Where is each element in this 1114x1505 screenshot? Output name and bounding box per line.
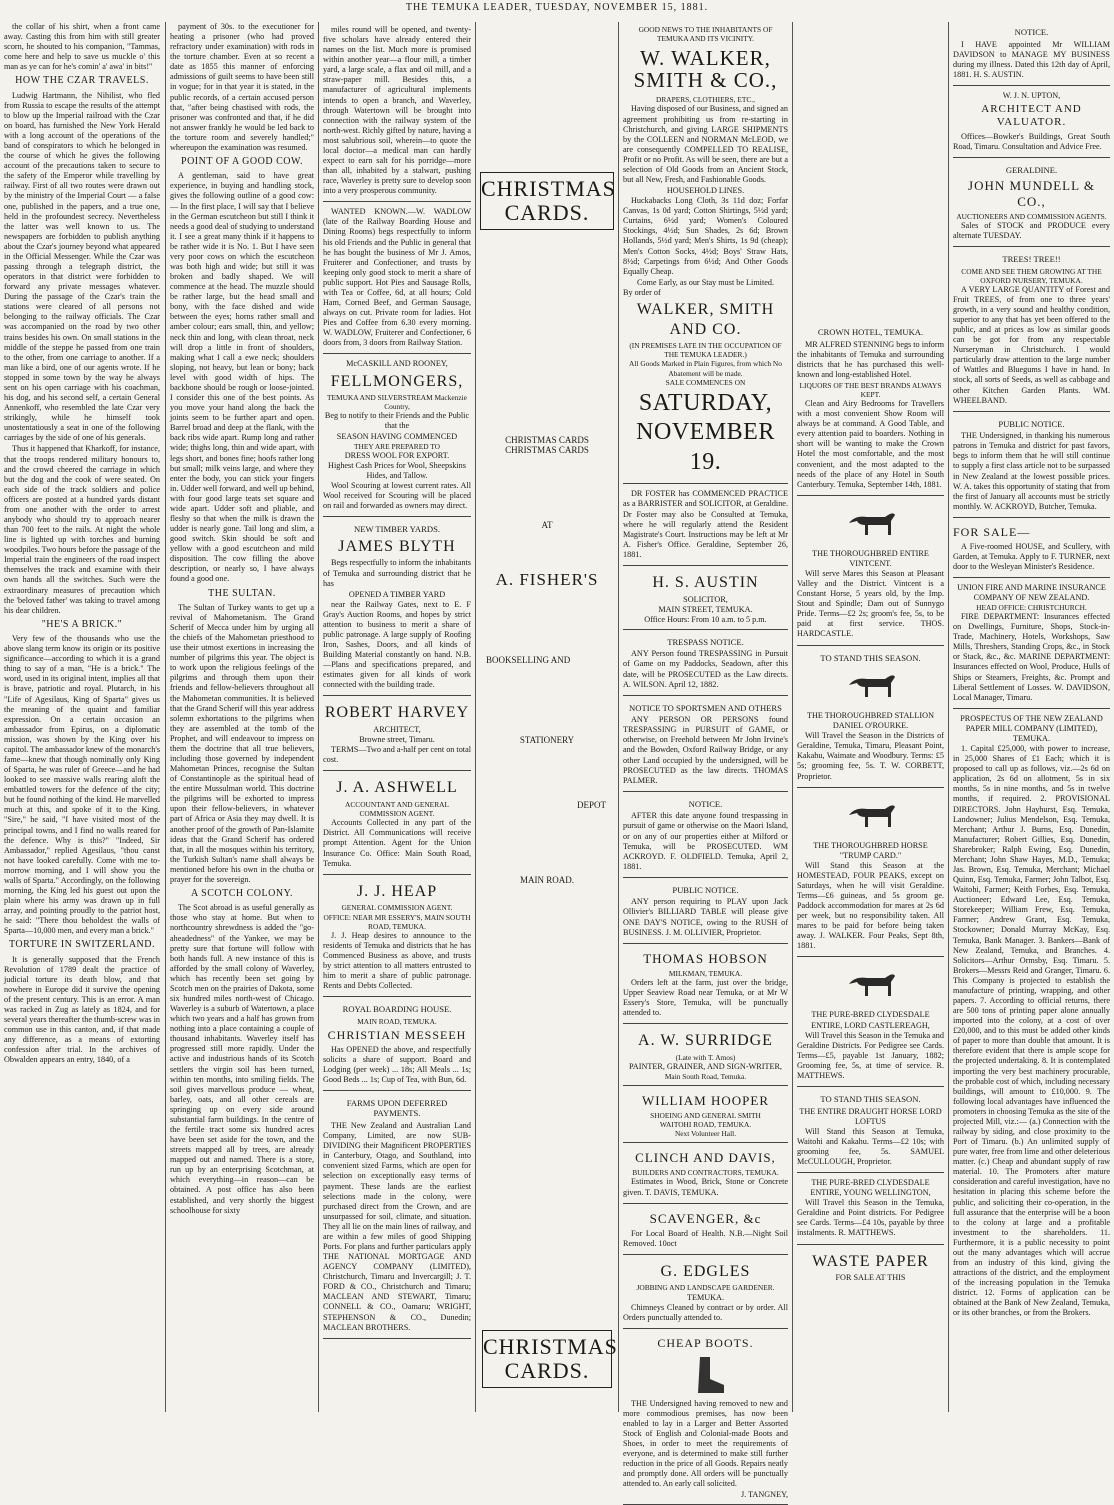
ad-surridge [623,1026,788,1086]
ad-name: CHEAP BOOTS. [657,1335,754,1350]
ad-title: PUBLIC NOTICE. [998,418,1065,429]
ad-text: Will Stand this Season at Temuka, Waitohi and Kakahu. Terms—£2 10s; with grooming fee, 5s. SAMUEL McCULLOUGH, Proprietor. [797,1126,944,1166]
ad-title: PROSPECTUS OF THE NEW ZEALAND PAPER MILL COMPANY (LIMITED), TEMUKA. [960,713,1103,743]
column-rule [475,22,476,1412]
ad-text: DRAPERS, CLOTHIERS, ETC., [656,95,755,105]
article-text: payment of 30s. to the executioner for heating a prisoner (who had proved refractory under examination) with rods in the torture chamber. Even at so recent a date as 1855 this manner of enforcing admissions of guilt seems to have been still in vogue; for in that year it is stated, in the public records, of a certain accused person that, "after being chastised with rods, the prisoner was confronted and that, if he did not answer frankly he would be led back to the torture room and severely handled;" whereupon the examination was resumed. [170,22,314,152]
ad-title: THE THOROUGHBRED ENTIRE VINTCENT. [812,548,929,568]
ad-text: All Goods Marked in Plain Figures, from which No Abatement will be made. [629,359,782,378]
ad-name: J. A. ASHWELL [336,779,458,797]
ad-text: MILKMAN, TEMUKA. [668,968,743,978]
ad-walker-smith [623,22,788,484]
ad-title: NEW TIMBER YARDS. [353,524,441,535]
ad-text: ANY person requiring to PLAY upon Jack Ollivier's BILLIARD TABLE will please give ONE DAY'S NOTICE, owing to the RUSH of BUSINESS. J. M. OLLIVIER, Proprietor. [623,897,788,937]
ad-text: Highest Cash Prices for Wool, Sheepskins Hides, and Tallow. [328,460,466,480]
ad-text: WANTED KNOWN.—W. WADLOW (late of the Railway Boarding House and Dining Rooms) begs respectfully to inform his old Friends and the Public in general that he has bought the business of Mr J. Amos, Fruiterer and Confectioner, and trusts by keeping only good stock to merit a share of public support. Hot Pies and Sausage Rolls, with Tea or Coffee, 6d, at all hours; Cold Ham, Corned Beef, and German Sausage, always on cut. Private room for ladies. Hot Pies and Coffee from 6.30 every morning. W. WADLOW, Fruiterer and Confectioner, 6 doors from, 3 doors from Railway Station. [323,207,471,348]
ad-ashwell [323,773,471,874]
ad-text: Sales of STOCK and PRODUCE every alternate TUESDAY. [953,220,1110,240]
ad-text: Chimneys Cleaned by contract or by order. All Orders punctually attended to. [623,1302,788,1322]
article-text: miles round will be opened, and twenty-five scholars have already entered their names on the list. Much more is promised within another year—a flour mill, a timber yard, a large scale, a flax and oil mill, and a straw-paper mill. Besides this, a manufacturer of agricultural implements intends to open a branch, and Waverley, through Watertown will be brought into connection with the railway system of the north-west. Richly gifted by nature, having a most salubrious soil, wherein—to quote the local doctor—a medical man can hardly expect to earn salt for his porridge—more than all, inhabited by a stalwart, pushing race, Waverley is pretty sure to develop soon into a very prosperous community. [323,25,471,196]
ad-name: J. J. HEAP [356,882,438,900]
ad-fellmongers [323,356,471,517]
ad-orme [797,648,944,788]
article-heading: A SCOTCH COLONY. [191,888,293,899]
column-rule [165,22,166,1412]
ad-text: GENERAL COMMISSION AGENT. [341,903,453,913]
ad-farms [323,1093,471,1339]
ad-text: JOBBING AND LANDSCAPE GARDENER. [636,1283,775,1293]
ad-name: WALKER, SMITH AND CO. [636,300,775,338]
ad-timber [323,519,471,696]
horse-illustration [841,505,901,545]
ad-vintcent [797,498,944,646]
ad-text: For Local Board of Health. N.B.—Night Soil Removed. 10oct [623,1228,788,1248]
ad-text: 1. Capital £25,000, with power to increase, in 25,000 Shares of £1 Each; which it is proposed to call up as follows, viz.—2s 6d on application, 2s 6d on allotment, 5s in six months, 5s in nine months, and 5s in twelve months, if required. 2. PROVISIONAL DIRECTORS. John Hayhurst, Esq. Temuka, Landowner; Julius Mendelson, Esq. Temuka, Merchant; Arthur J. Burns, Esq. Dunedin, Manufacturer; Robert Gillies, Esq. Dunedin, Sharebroker; Ralph Ewing, Esq. Dunedin, Merchant; John Shaw Hayes, M.D., Temuka; Jas. Brown, Esq. Temuka, Merchant; Michael Quinn, Esq. Temuka, Farmer; John Talbot, Esq. Waitohi, Farmer; Keith Forbes, Esq. Temuka, Auctioneer; Edward Lee, Esq. Temuka, Storekeeper; William Frew, Esq. Temuka, Farmer; Andrew Grant, Esq. Temuka, Stockowner; Donald Murray McKay, Esq. Temuka, Bank Manager. 3. Bankers—Bank of New Zealand, Temuka, and Branches. 4. Solicitors—Arthur Ormsby, Esq. Timaru. 5. Brokers—Messrs Reid and Granger, Timaru. 6. This Company is projected to establish the manufacture of printing, wrapping, and other papers. 7. According to official returns, there are 500 tons of printing paper alone annually imported into the colony, at a cost of over £20,000, and to this must be added other kinds of paper to more than double that amount. It is therefore evident that there is ample scope for the projected undertaking. 8. It is contemplated importing the very best machinery procurable, the probable cost of which, including necessary buildings, will amount to £10,000. 9. The following local advantages have influenced the promoters in choosing Temuka as the site of the projected Mill, viz.:— (a.) Connection with the railway by siding, and close proximity to the Port of Timaru. (b.) An unlimited supply of pure water, free from lime and other deleterious matter. (c.) Cheap and abundant supply of raw material. 10. The Promoters after mature consideration and careful investigation, have no hesitation in placing this scheme before the public, and soliciting their co-operation, in the full assurance that the enterprise will be a boon to the colony at large and a profitable investment to the shareholders. 11. Furthermore, it is a public necessity to point out the many advantages which will accrue from an industry of this kind, giving the attractions of the district, and the employment of the increasing population in the Temuka district. 12. Forms of application can be obtained at the Bank of New Zealand, Temuka, or its other branches, or from the Brokers. [953,744,1110,1318]
ad-public-notice [623,880,788,944]
ad-text: TERMS—Two and a-half per cent on total cost. [323,745,471,765]
fisher-main-road: MAIN ROAD. [520,875,574,885]
ad-foster [623,486,788,566]
fisher-stationery: STATIONERY [519,735,575,745]
article-text: Ludwig Hartmann, the Nihilist, who fled from Russia to escape the results of the attempt to blow up the Imperial railroad with the Czar on board, has furnished the New York Herald with a long account of the operations of the band of conspirators to which he belonged in the course of which he gives the following account of the precautions taken to secure to the safety of the Emperor while travelling by railway. First of all two routes were drawn out by the ministry of the Imperial Court — a false one, published in the papers, and a true one, held in the profoundest secrecy. Nevertheless the latter was well known to us. The newspapers are forbidden to publish anything about the Czar's journey beyond what appeared in the Official Messenger. While the Czar was passing through a telegraph district, the operators in that district were forbidden to forward any private messages whatever. During the passage of the Czar's train the stations were cleared of all persons not belonging to the railway officials. The Czar was accompanied on the road by two other trains besides his own. On small stations in the middle of the steppe he passed from one train to the other, from one carriage to another. If a man like a bird, one of our agents wrote. If he stopped in some town by the way he always sent on his open carriage with his coachman, his dog, and his second self, a certain General Annenkoff, who resembled the late Czar very strikingly, while he himself took unostentatiously a seat in one of the following carriages by the side of one of his generals. [4,90,160,443]
article-text: the collar of his shirt, when a front came away. Casting this from him with still greater scorn, he shouted to his companion, "Tammas, come here and help to save us muckle o' this man as ye can for he's comin' a' awa' in bits!" [4,22,160,72]
column-rule [318,22,319,1412]
column-3 [323,22,471,1412]
ad-text: A VERY LARGE QUANTITY of Forest and Fruit TREES, of from one to three years' growth, in a very sound and healthy condition, superior to any that has yet been offered to the public, and at prices as low as similar goods can be got for from any respectable Nurseryman in Christchurch. I would particularly draw attention to the large number of Wattles and Bluegums I have in hand. In stock, all sorts of Seeds, as well as cabbage and other Kitchen Garden Plants. WM. WHEELBAND. [953,284,1110,405]
ad-heap [323,877,471,997]
ad-text: Will Travel this Season in the Temuka and Geraldine Districts. For Pedigree see Cards. Terms—£5, payable 1st January, 1882; Grooming fee, 5s, at time of service. R. MATTHEWS. [797,1030,944,1080]
ad-text: Clean and Airy Bedrooms for Travellers with a most convenient Show Room will always be at command. A Good Table, and every attention paid to boarders. Nothing in short will be wanting to make the Crown Hotel the most comfortable, and the most convenient, and the most adapted to the needs of the place of any Hotel in South Canterbury. Temuka, September 14th, 1881. [797,399,944,489]
ad-text: THE Undersigned having removed to new and more commodious premises, has now been enabled to lay in a Larger and Better Assorted Stock of English and Colonial-made Boots and Shoes, in order to meet the requirements of everyone, and is determined to make still further reduction in the price of all Goods. Repairs neatly and promptly done. All orders will be punctually attended to. An early call solicited. [623,1398,788,1489]
ad-castlereagh [797,959,944,1087]
ad-text: Accounts Collected in any part of the District. All Communications will receive prompt Attention. Agent for the Union Insurance Co. Office: Main South Road, Temuka. [323,818,471,868]
ad-text: Having disposed of our Business, and signed an agreement prohibiting us from re-starting in Christchurch, and giving LARGE SHIPMENTS by the COLLEEN and NORMAN McLEOD, we are consequently COMPELLED TO REALISE, Profit or no Profit. As will be seen, there are but a selection of Old Goods from an Ancient Stock, but all New, Fresh, and Fashionable Goods. [623,104,788,184]
ad-mundell [953,160,1110,247]
ad-text: FIRE DEPARTMENT: Insurances effected on Dwellings, Furniture, Shops, Stock-in-Trade, Machinery, Hotels, Workshops, Saw Mills, Threshers, Standing Crops, &c., in Stock or Stack, &c., &c. MARINE DEPARTMENT: Insurances effected on Wool, Produce, Hulls of Ships or Steamers, Freights, &c. Prompt and Liberal Settlement of Losses. W. DAVIDSON, Local Manager, Timaru. [953,612,1110,702]
ad-title: NOTICE TO SPORTSMEN AND OTHERS [629,702,782,713]
article-text: The Scot abroad is as useful generally as those who stay at home. But when to northcountry shrewdness is added the "go-aheadedness" of the Yankee, we may be pretty sure that fortune will follow with both hands full. A new instance of this is afforded by the small colony of Waverley, which has recently been set going by Scotch men on the prairies of Dakota, some six hundred miles north-west of Chicago. Waverley is a suburb of Watertown, a place which two years and a half has grown from nothing into a place containing a couple of thousand inhabitants. Waverley itself has progressed still more rapidly. Under the active and industrious hands of its Scotch settlers the virgin soil has been turned, within ten months, into smiling fields. The soil gives marvellous produce — wheat, barley, oats, and all other cereals are springing up on every side around substantial farm buildings. In the centre of the fertile tract some six hundred acres have been set aside for the town, and the streets mapped all by trees, are already mapped out and named. There is a store, run up by an enterprising Scotchman, at which everything—in reason—can be obtained. A post office has also been established, and very shortly the biggest schoolhouse for sixty [170,903,314,1215]
article-text: Thus it happened that Kharkoff, for instance, that the troops rendered military honours to, and the crowd cheered the carriage in which but the dog and the cook of were seated. On each side of the track soldiers and police officers are posted at a hundred yards distant from one another with the order to arrest anybody who should try to approach nearer than 700 feet to the rails. At night the whole line is lighted up with torches and burning woodpiles. Two hours before the passage of the Imperial train the engineers of the road inspect themselves the track and examine with their own hands all the switches. Such were the extraordinary measures of precaution which the 'beloved father' was taking to travel among his dear children. [4,444,160,615]
ad-hobson [623,946,788,1024]
ad-austin [623,568,788,630]
ad-title: UNION FIRE AND MARINE INSURANCE COMPANY OF NEW ZEALAND. [957,582,1106,602]
ad-text: TEMUKA. [686,1292,725,1302]
ad-text: Huckabacks Long Cloth, 3s 11d doz; Forfar Canvas, 1s 0d yard; Cotton Shirtings, 5½d yard; Curtains, 6½d yard; Women's Coloured Stockings, 4½d; Sun Shades, 2s 6d; Brown Hollands, 5½d yard; Men's Shirts, 1s 9d (cheap); Men's Cotton Socks, 4½d; Boys' Straw Hats, 8½d; Carpetings from 6½d; And Other Goods Equally Cheap. [623,196,788,276]
ad-name: CHRISTIAN MESSEEH [327,1027,467,1042]
ad-text: ARCHITECT AND VALUATOR. [981,102,1082,129]
ad-text: Browne street, Timaru. [359,735,435,745]
ad-title: TREES! TREE!! [1002,253,1061,264]
ad-text: THE New Zealand and Australian Land Company, Limited, are now SUB-DIVIDING their Magnificent PROPERTIES in Canterbury, Otago, and Southland, into convenient sized Farms, which are open for selection on exceptionally easy terms of payment. These lands are the earliest selections made in the colony, were purchased direct from the Crown, and are unsurpassed for soil, climate, and situation. They all lie on the main lines of railway, and are within a few miles of good Shipping Ports. For plans and further particulars apply THE NATIONAL MORTGAGE AND AGENCY COMPANY (LIMITED), Christchurch, Timaru and Invercargill; J. T. FORD & CO., Christchurch and Timaru; MACLEAN AND STEWART, Timaru; CONNELL & CO., Oamaru; WRIGHT, STEPHENSON & CO., Dunedin; MACLEAN BROTHERS. [323,1121,471,1332]
ad-text: ANY PERSON OR PERSONS found TRESPASSING in PURSUIT of GAME, or otherwise, on Freehold between Mr John Irvine's and the Bowden, Oxford Railway Bridge, or any other Land occupied by the undersigned, will be PROSECUTED as the law directs. THOMAS PALMER. [623,715,788,785]
ad-text: AFTER this date anyone found trespassing in pursuit of game or otherwise on the Maori Island, or on any of our properties either at Milford or Temuka, will be PROSECUTED. WM ACKROYD. F. OLDFIELD. Temuka, April 2, 1881. [623,811,788,871]
ad-text: I HAVE appointed Mr WILLIAM DAVIDSON to MANAGE MY BUSINESS during my illness. Dated this 12th day of April, 1881. H. S. AUSTIN. [953,39,1110,79]
ad-title: ROYAL BOARDING HOUSE. [342,1004,452,1015]
article-heading: POINT OF A GOOD COW. [181,156,303,168]
sale-date: SATURDAY, NOVEMBER 19. [636,389,775,475]
column-2 [170,22,314,1412]
horse-illustration [841,667,901,707]
christmas-cards-box: CHRISTMAS CARDS. [480,172,614,230]
ad-upton [953,88,1110,158]
article-heading: "HE'S A BRICK." [41,618,123,630]
ad-text: SOLICITOR, [683,594,728,604]
ad-name: A. W. SURRIDGE [638,1032,773,1050]
ad-name: JAMES BLYTH [338,537,456,555]
ad-name: ROBERT HARVEY [324,704,470,722]
article-heading: TORTURE IN SWITZERLAND. [9,939,155,951]
fisher-christmas-heading: CHRISTMAS CARDS CHRISTMAS CARDS [505,435,589,455]
ad-text: MAIN ROAD, TEMUKA. [357,1016,437,1026]
ad-name: H. S. AUSTIN [652,573,759,591]
ad-text: THE Undersigned, in thanking his numerous patrons in Temuka and district for past favors, begs to inform them that he will still continue to supply a first class article not to be surpassed in New Zealand at the lowest possible prices. W. A. takes this opportunity of stating that from the first of January all accounts must be strictly monthly. W. ACKROYD, Butcher, Temuka. [953,431,1110,511]
ad-wellington [797,1175,944,1244]
ad-title: TO STAND THIS SEASON. [820,652,921,663]
ad-text: Estimates in Wood, Brick, Stone or Concrete given. T. DAVIS, TEMUKA. [623,1177,788,1197]
ad-text: Will Travel this Season in the Temuka, Geraldine and Point districts. For Pedigree see Cards. Terms—£4 10s, payable by three instalments. R. MATTHEWS. [797,1198,944,1238]
ad-text: Begs respectfully to inform the inhabitants of Temuka and surrounding district that he has [323,558,471,588]
ad-text: HOUSEHOLD LINES. [666,186,745,196]
ad-text: (IN PREMISES LATE IN THE OCCUPATION OF THE TEMUKA LEADER.) [629,341,782,360]
ad-name: W. J. N. UPTON, [1002,90,1061,100]
article-text: The Sultan of Turkey wants to get up a revival of Mahometanism. The Grand Scherif of Mecca under him by urging all the chiefs of the Mahometan priesthood to use their utmost exertions in increasing the number of pilgrims this year. The object is to work upon the religious feelings of the pilgrims and through them upon their friends and fellow-believers throughout all the Mahometan communities. It is believed that the Grand Scherif will this year address solemn exhortations to the pilgrims when they are assembled at the tomb of the Prophet, and will endeavour to impress on them the doctrine that all true believers, including those governed by independent Mahometan Princes, recognise the Sultan of Constantinople as the spiritual head of the entire Mussulman world. This doctrine the pilgrims will be exhorted to impress upon their fellow-believers, in whatever part of Africa or Asia they may dwell. It is another proof of the growth of Pan-Islamite ideas that the Grand Scherif has ordered that, in all the mosques within his territory, the Turkish Sultan's name shall always be mentioned before his own in the chutba or prayer for the sovereign. [170,602,314,884]
ad-text: PAINTER, GRAINER, AND SIGN-WRITER, [629,1061,782,1071]
christmas-cards-box: CHRISTMAS CARDS. [482,1330,612,1388]
ad-text: THEY ARE PREPARED TO [353,441,441,451]
ad-text: AUCTIONEERS AND COMMISSION AGENTS. [956,211,1107,221]
ad-text: Wool Scouring at lowest current rates. All Wool received for Scouring will be placed on rail and forwarded as owners may direct. [323,480,471,511]
ad-text: OPENED A TIMBER YARD [348,589,446,599]
ad-name: FELLMONGERS, [330,372,464,390]
ad-boots [623,1331,788,1505]
ad-text: J. J. Heap desires to announce to the residents of Temuka and districts that he has Commenced Business as above, and trusts by strict attention to all matters entrusted to him to merit a share of public patronage. Rents and Debts Collected. [323,930,471,991]
ad-title: NOTICE. [688,798,723,809]
ad-title: NOTICE. [1014,27,1049,37]
ad-for-sale [953,520,1110,578]
ad-gardener [623,1257,788,1329]
ad-text: A Five-roomed HOUSE, and Scullery, with Garden, at Temuka. Apply to F. TURNER, next door to the Wesleyan Minister's Residence. [953,541,1110,571]
ad-text: SEASON HAVING COMMENCED [336,431,458,441]
ad-text: Come Early, as our Stay must be Limited. [636,277,775,287]
column-7 [953,22,1110,1412]
boot-illustration [676,1355,736,1395]
fisher-depot: DEPOT [577,800,606,810]
ad-trespass [623,632,788,696]
ad-title: FARMS UPON DEFERRED PAYMENTS. [346,1097,448,1119]
article-continuation [323,22,471,202]
ad-trees [953,249,1110,412]
ad-name: FOR SALE— [953,524,1031,539]
ad-text: SHOEING AND GENERAL SMITH [650,1111,761,1121]
ad-clinch [623,1145,788,1203]
ad-name: W. WALKER, SMITH & CO., [633,46,778,93]
ad-name: JOHN MUNDELL & CO., [968,177,1095,209]
ad-text: Office Hours: From 10 a.m. to 5 p.m. [644,614,767,624]
ad-waste-paper [797,1247,944,1288]
ad-union-insurance [953,580,1110,709]
masthead: THE TEMUKA LEADER, TUESDAY, NOVEMBER 15, 1881. [405,2,709,13]
horse-illustration [841,797,901,837]
ad-text: Beg to notify to their Friends and the Public that the [324,411,470,431]
ad-name: WASTE PAPER [812,1252,929,1270]
article-heading: THE SULTAN. [208,587,276,599]
ad-title: TO STAND THIS SEASON. [820,1094,921,1105]
column-4 [480,22,614,1412]
ad-royal-boarding [323,999,471,1091]
column-1 [4,22,160,1412]
column-6 [797,22,944,1412]
ad-loftus [797,1089,944,1173]
ad-text: Offices—Bowker's Buildings, Great South Road, Timaru. Consultation and Advice Free. [953,131,1110,152]
ad-text: WAITOHI ROAD, TEMUKA. [659,1120,752,1130]
ad-title: TRESPASS NOTICE. [667,636,744,647]
ad-text: Orders left at the farm, just over the bridge, Upper Seaview Road near Temuka, or at Mr W Essery's Store, Temuka, will be punctually attended to. [623,977,788,1018]
ad-text: By order of [623,287,661,297]
ad-text: Will Stand this Season at the HOMESTEAD, FOUR PEAKS, except on Saturdays, when he will visit Geraldine. Terms—£6 guineas, and 5s groom ge. Paddock accommodation for mares at 2s 6d per week, but no responsibility taken. All mares to be paid for before being taken away. J. WALKER. Four Peaks, Sept 8th, 1881. [797,860,944,951]
ad-title: THE THOROUGHBRED HORSE "TRUMP CARD." [813,840,928,860]
ad-text: OFFICE: NEAR MR ESSERY'S, MAIN SOUTH ROAD, TEMUKA. [323,912,471,931]
ad-wadlow [323,204,471,354]
ad-name: G. EDGLES [660,1262,751,1280]
ad-harvey [323,698,471,771]
ad-text: Will Travel the Season in the Districts of Geraldine, Temuka, Timaru, Pleasant Point, Kakahu, Waimate and Woodbury. Terms: £5 5s; grooming fee, 5s. T. W. CORBETT, Proprietor. [797,731,944,781]
ad-signature: J. TANGNEY, [740,1490,788,1500]
ad-text: near the Railway Gates, next to E. F Gray's Auction Rooms, and hopes by strict attention to business to merit a share of public patronage. A large supply of Roofing Iron, Sashes, Doors, and all kinds of Building Material constantly on hand. N.B.—Plans and specifications prepared, and estimates given for all kinds of work connected with the building trade. [323,599,471,690]
ad-text: ANY Person found TRESPASSING in Pursuit of Game on my Paddocks, Seadown, after this date, will be PROSECUTED as the Law directs. A. WILSON. April 12, 1882. [623,649,788,689]
ad-trump-card [797,790,944,958]
column-rule [792,22,793,1412]
ad-text: MAIN STREET, TEMUKA. [658,604,753,614]
ad-text: FOR SALE AT THIS [835,1273,906,1283]
article-text: It is generally supposed that the French Revolution of 1789 dealt the practice of judicial torture its death blow, and that nowhere in Europe did it survive the opening of the present century. This is an error. A man was racked in Zug as lately as 1824, and for several years thereafter the thumb-screw was in common use in this canton, and, if that made any difference, as a means of extorting confession after trial. In the archives of Obwalden appears an entry, 1840, of a [4,954,160,1065]
ad-notice-austin [953,22,1110,86]
ad-address: TEMUKA AND SILVERSTREAM Mackenzie Country, [327,393,467,412]
ad-name: THOMAS HOBSON [643,950,768,966]
ad-notice [623,794,788,878]
ad-text: Will serve Mares this Season at Pleasant Valley and the District. Vintcent is a Constant Horse, 5 years old, by the Imp. Stout and Spindle; Dam out of Sunnygo Pride. Terms—£2 2s; groom's fee, 5s, to be paid at first service. THOS. HARDCASTLE. [797,568,944,639]
ad-text: HEAD OFFICE: CHRISTCHURCH. [976,602,1087,612]
ad-title: PUBLIC NOTICE. [672,884,739,895]
ad-text: GOOD NEWS TO THE INHABITANTS OF TEMUKA AND ITS VICINITY. [638,25,773,44]
ad-text: BUILDERS AND CONTRACTORS, TEMUKA. [632,1168,779,1178]
column-rule [618,22,619,1412]
column-rule [948,22,949,1412]
ad-name: SCAVENGER, &c [649,1210,762,1226]
ad-text: Main South Road, Temuka. [664,1071,747,1081]
ad-text: SALE COMMENCES ON [665,377,746,387]
ad-title: McCASKILL AND ROONEY, [346,359,448,369]
ad-text: (Late with T. Amos) [675,1052,736,1062]
ad-paper-mill [953,711,1110,1324]
article-text: Very few of the thousands who use the above slang term know its origin or its positive significance—according to which it is a grand thing to say of a man, "He is a brick." The word, used in its original intent, implies all that is brave, patriotic and royal. Plutarch, in his "Life of Agesilaus, King of Sparta" gives us the meaning of the quaint and familiar expression. On a certain occasion an ambassador from Epirus, on a diplomatic mission, was shown by the King over his capitol. The ambassador knew of the monarch's fame—knew that though nominally only King of Sparta, he was ruler of Greece—and he had looked to see massive walls rearing aloft the embattled towers for the defence of the city; but he found nothing of the kind. He marvelled much at this, and spoke of it to the King. "Sire," he said, "I have visited most of the principal towns, and I find no walls reared for the defence. Why is this?" "Indeed, Sir Ambassador," replied Agesilaus, "thou canst not have looked carefully. Come with me to-morrow morning, and I will show you the walls of Sparta." Accordingly, on the following morning, the King led his guest out upon the plain where his army was drawn up in full array, and pointing proudly to the patriot host, he said: "There thou beholdest the walls of Sparta—10,000 men, and every man a brick." [4,634,160,936]
fisher-bookselling: BOOKSELLING AND [486,655,571,665]
ad-text: DRESS WOOL FOR EXPORT. [344,450,450,460]
ad-hooper [623,1088,788,1143]
ad-title: THE PURE-BRED CLYDESDALE ENTIRE, YOUNG WELLINGTON, [810,1178,931,1198]
article-heading: HOW THE CZAR TRAVELS. [15,75,149,87]
fisher-name: A. FISHER'S [495,570,599,589]
ad-text: ARCHITECT, [373,725,421,735]
ad-title: THE THOROUGHBRED STALLION DANIEL O'ROURKE. [806,711,934,731]
ad-crown-hotel [797,322,944,496]
ad-scavenger [623,1206,788,1255]
ad-public-notice [953,414,1110,518]
ad-name: WILLIAM HOOPER [641,1093,769,1109]
ad-sportsmen [623,698,788,792]
ad-text: COME AND SEE THEM GROWING AT THE OXFORD NURSERY, TEMUKA. [961,266,1102,285]
ad-title: GERALDINE. [1005,165,1058,176]
ad-text: ACCOUNTANT AND GENERAL COMMISSION AGENT. [345,800,449,819]
ad-text: Next Volunteer Hall. [674,1129,737,1139]
article-text: A gentleman, said to have great experience, in buying and handling stock, gives the following outline of a good cow:— In the first place, I will say that I believe in the German escutcheon but still I think it needs a good deal of studying to understand it. I see a great many think if it happens to be rather wide it is No. 1. But I have seen very poor cows on which the escutcheon was both high and wide; but still it was broken and badly shaped. We will commence at the head. The muzzle should be rather large, but the head small and bony, with the face dished and wide between the eyes; horns rather small and amber colour; ears small, thin, and yellow; neck thin and long, with clean throat, neck will drop a little in front of shoulders, making what I call a ewe neck; shoulders sloping, not heavy, but lean or bony; back level with good width of hips. The backbone should be rough or loose-jointed. I consider this one of the best points. As you move your hand along the back the joints seem to be further apart and open. Barrel broad and deep at the flank, with the back ribs wide apart. Rump long and rather wide; thighs long, thin and wide apart, with legs short, and bones fine; hoofs rather long but small; milk veins large, and where they enter the body, you can stick your fingers in. Udder well forward, and well up behind, with four good large teats set square and wide apart. Udder soft and pliable, and fleshy so that when the milk is drawn the udder is nearly gone. Tail long and slim, a good switch. Skin should be soft and yellow with a good escutcheon and mild disposition. The cow filling the above description, or nearly so, I have always found a good one. [170,171,314,584]
horse-illustration [841,966,901,1006]
ad-title: THE PURE-BRED CLYDESDALE ENTIRE, LORD CASTLEREAGH, [811,1010,930,1030]
fisher-at: AT [541,520,553,530]
ad-text: MR ALFRED STENNING begs to inform the inhabitants of Temuka and surrounding districts that he has purchased this well-known and long-established Hotel. [797,339,944,379]
ad-title: CROWN HOTEL, TEMUKA. [817,327,924,337]
ad-text: DR FOSTER has COMMENCED PRACTICE as a BARRISTER and SOLICITOR, at Geraldine. Dr Foster may also be Consulted at Temuka, where he will regularly attend the Resident Magistrate's Court. Instructions may be left at Mr A. Fisher's Office. Geraldine, September 26, 1881. [623,489,788,559]
column-5 [623,22,788,1500]
ad-text: Has OPENED the above, and respectfully solicits a share of support. Board and Lodging (per week) ... 18s; All Meals ... 1s; Good Beds ... 1s; Cup of Tea, with Bun, 6d. [323,1044,471,1084]
ad-name: CLINCH AND DAVIS, [635,1150,776,1166]
ad-text: LIQUORS OF THE BEST BRANDS ALWAYS KEPT. [799,380,942,399]
ad-title: THE ENTIRE DRAUGHT HORSE LORD LOFTUS [799,1106,942,1126]
